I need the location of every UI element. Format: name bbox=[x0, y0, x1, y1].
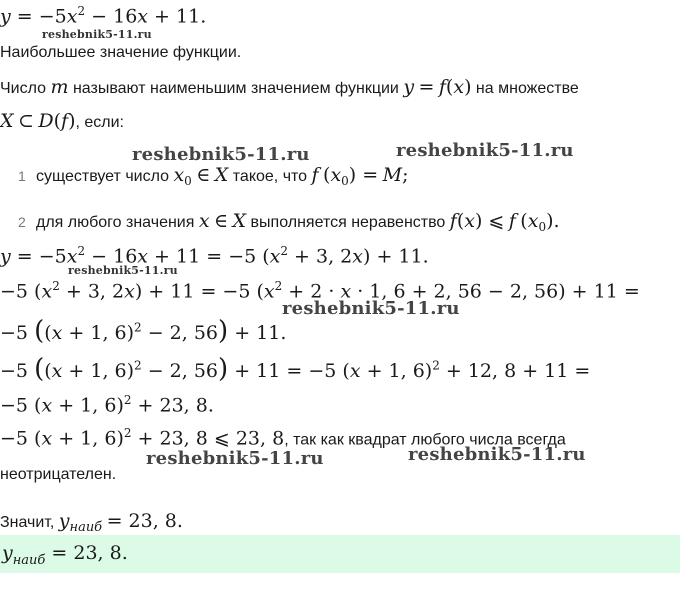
watermark: reshebnik5-11.ru bbox=[146, 448, 324, 469]
list-number: 1 bbox=[18, 168, 26, 184]
equation-line-1: $y = -5x^2 - 16x + 11$. bbox=[0, 4, 207, 28]
definition-text: Число m называют наименьшим значением функции y = f(x) на множестве bbox=[0, 76, 579, 98]
answer-box bbox=[0, 535, 680, 573]
equation-line-7: −5 (x + 1, 6)$^2$ + 23, 8 ⩽ 23, 8, так как квадрат любого числа всегда bbox=[0, 426, 566, 450]
list-item: существует число $x_0$ ∈ X такое, что f $(x_0) = M$; bbox=[36, 164, 409, 189]
watermark: reshebnik5-11.ru bbox=[42, 28, 152, 41]
equation-line-6: −5 (x + 1, 6)$^2$ + 23, 8. bbox=[0, 393, 214, 417]
equation-line-2: $y = -5x^2 - 16x + 11 = -5$ ($x^2 + 3$, 2x) + 11. bbox=[0, 244, 429, 268]
list-number: 2 bbox=[18, 214, 26, 230]
section-heading: Наибольшее значение функции. bbox=[0, 44, 242, 61]
equation-line-3: −5 ($x^2 + 3$, 2x) + 11 = −5 ($x^2 + 2 \cdot x \cdot 1$, 6 + 2, 56 − 2, 56) + 11 = bbox=[0, 279, 640, 303]
watermark: reshebnik5-11.ru bbox=[132, 144, 310, 165]
watermark: reshebnik5-11.ru bbox=[408, 444, 586, 465]
list-item: для любого значения x ∈ X выполняется неравенство f(x) ⩽ f $(x_0)$. bbox=[36, 210, 560, 235]
watermark: reshebnik5-11.ru bbox=[282, 298, 460, 319]
watermark: reshebnik5-11.ru bbox=[396, 140, 574, 161]
definition-set: X ⊂ D(f), если: bbox=[0, 110, 124, 132]
answer-text: $y_{наиб} = 23$, 8. bbox=[2, 542, 128, 568]
conclusion-text: неотрицателен. bbox=[0, 466, 117, 483]
equation-line-4: −5 ((x + 1, 6)$^2$ − 2, 56) + 11. bbox=[0, 316, 287, 346]
watermark: reshebnik5-11.ru bbox=[68, 264, 178, 277]
equation-line-5: −5 ((x + 1, 6)$^2$ − 2, 56) + 11 = −5 (x + 1, 6)$^2$ + 12, 8 + 11 = bbox=[0, 354, 591, 384]
result-text: Значит, $y_{наиб} = 23$, 8. bbox=[0, 510, 183, 536]
